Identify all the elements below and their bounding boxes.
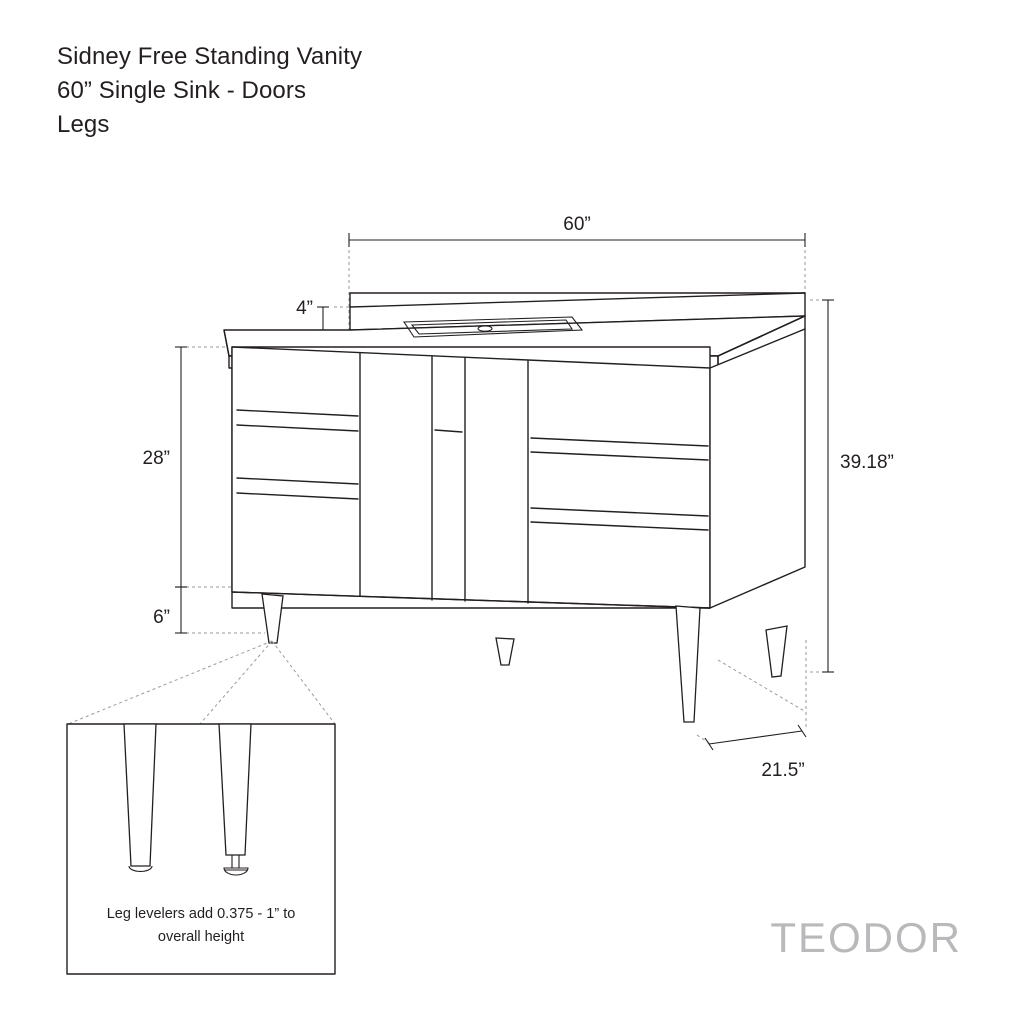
dimension-cabinet-height — [143, 347, 187, 587]
dimension-overall-height-label: 39.18” — [840, 452, 894, 473]
dimension-leg-height-label: 6” — [153, 607, 170, 628]
leg-front-right — [676, 606, 700, 722]
dimension-width — [349, 214, 805, 247]
dimension-depth-label: 21.5” — [761, 760, 805, 781]
dimension-depth — [705, 725, 806, 781]
product-title-line-2: 60” Single Sink - Doors — [57, 77, 307, 105]
leg-back-center — [496, 638, 514, 665]
dimension-backsplash-label: 4” — [296, 298, 313, 319]
product-title-line-1: Sidney Free Standing Vanity — [57, 43, 363, 70]
product-title-line-3: Legs — [57, 111, 110, 139]
vanity-cabinet — [224, 293, 805, 722]
inset-note-line-2: overall height — [157, 929, 245, 945]
dimension-width-label: 60” — [563, 214, 591, 235]
cabinet-side — [710, 329, 805, 608]
brand-logo: TEODOR — [770, 914, 962, 961]
inset-note-line-1: Leg levelers add 0.375 - 1” to — [106, 906, 296, 922]
leg-detail-inset — [67, 724, 335, 974]
cabinet-front-panel — [232, 347, 710, 608]
dimension-cabinet-height-label: 28” — [142, 448, 170, 469]
dimension-leg-height — [153, 587, 187, 633]
leg-back-right — [766, 626, 787, 677]
callout-lines — [68, 641, 335, 724]
dimension-backsplash — [296, 298, 329, 330]
leg-front-left — [262, 594, 283, 643]
dimension-overall-height — [822, 300, 894, 672]
